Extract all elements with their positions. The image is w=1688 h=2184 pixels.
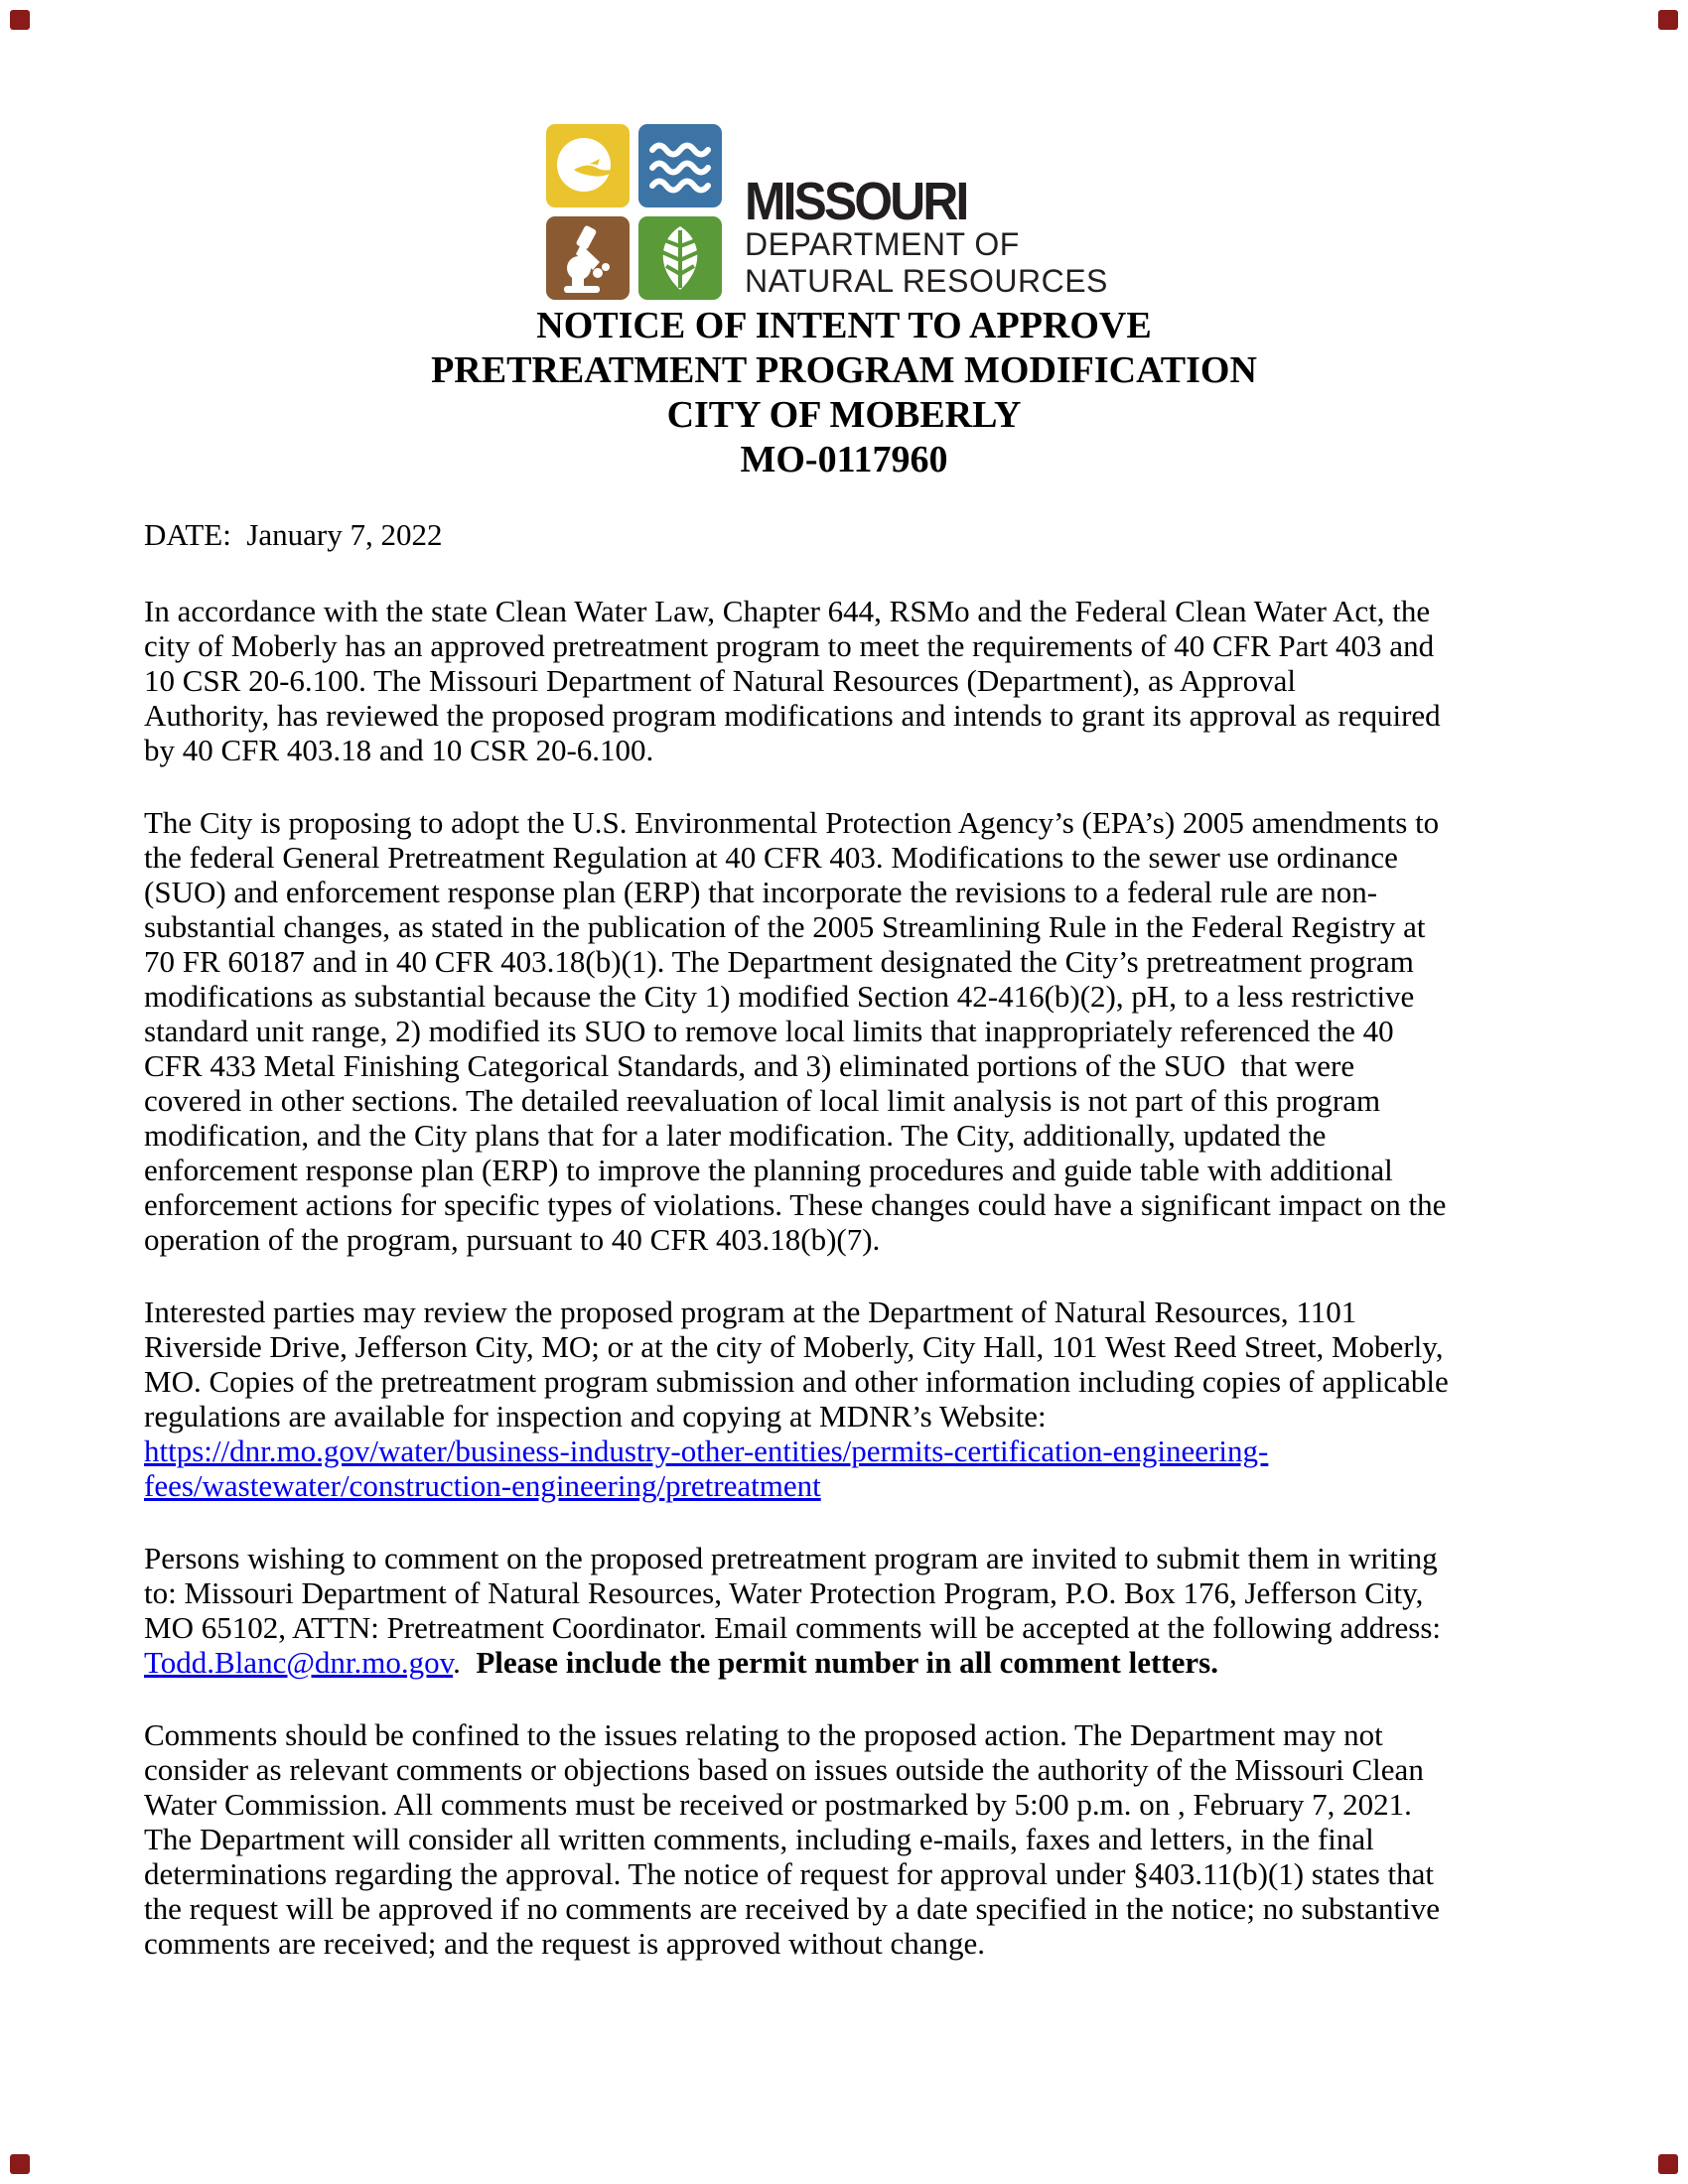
letter-body — [144, 594, 1614, 1998]
corner-marker-bottom-right — [1658, 2154, 1678, 2174]
text-run: enforcement actions for specific types of violations. These changes could have a significant impact on the — [144, 1187, 1447, 1222]
text-run: The Department will consider all written comments, including e-mails, faxes and letters, in the final — [144, 1822, 1374, 1856]
text-run: Persons wishing to comment on the proposed pretreatment program are invited to submit them in writing — [144, 1541, 1438, 1575]
text-line — [144, 1752, 1614, 1787]
website-link-line-2[interactable]: fees/wastewater/construction-engineering/pretreatment — [144, 1468, 821, 1503]
text-run: In accordance with the state Clean Water Law, Chapter 644, RSMo and the Federal Clean Water Act, the — [144, 594, 1431, 628]
text-line — [144, 1083, 1614, 1118]
paragraph — [144, 805, 1614, 1257]
text-run: Interested parties may review the proposed program at the Department of Natural Resources, 1101 — [144, 1295, 1357, 1329]
text-line — [144, 1926, 1614, 1961]
bold-text-run: Please include the permit number in all comment letters. — [476, 1645, 1218, 1680]
title-line-notice-of-intent: NOTICE OF INTENT TO APPROVE — [536, 305, 1152, 346]
text-line — [144, 1295, 1614, 1329]
text-run: 10 CSR 20-6.100. The Missouri Department of Natural Resources (Department), as Approval — [144, 663, 1296, 698]
text-run: Riverside Drive, Jefferson City, MO; or at the city of Moberly, City Hall, 101 West Reed Street, Moberly, — [144, 1329, 1444, 1364]
date-text: DATE: January 7, 2022 — [144, 517, 443, 552]
title-line-city: CITY OF MOBERLY — [666, 394, 1022, 436]
text-run: regulations are available for inspection and copying at MDNR’s Website: — [144, 1399, 1047, 1433]
text-run: MO 65102, ATTN: Pretreatment Coordinator. Email comments will be accepted at the following address: — [144, 1610, 1442, 1645]
text-line — [144, 944, 1614, 979]
text-line — [144, 1468, 1614, 1503]
text-line — [144, 663, 1614, 698]
text-line — [144, 909, 1614, 944]
text-run: modifications as substantial because the City 1) modified Section 42-416(b)(2), pH, to a less restrictive — [144, 979, 1415, 1014]
text-run: by 40 CFR 403.18 and 10 CSR 20-6.100. — [144, 733, 654, 767]
text-line — [144, 1822, 1614, 1856]
text-run: city of Moberly has an approved pretreatment program to meet the requirements of 40 CFR Part 403 and — [144, 628, 1435, 663]
text-run: comments are received; and the request is approved without change. — [144, 1926, 986, 1961]
text-line — [144, 1329, 1614, 1364]
logo-org-natural-resources: NATURAL RESOURCES — [745, 263, 1108, 299]
sun-bird-icon — [546, 124, 630, 207]
text-run: the federal General Pretreatment Regulation at 40 CFR 403. Modifications to the sewer use ordinance — [144, 840, 1398, 875]
text-run: operation of the program, pursuant to 40 CFR 403.18(b)(7). — [144, 1222, 881, 1257]
text-line — [144, 1891, 1614, 1926]
text-line — [144, 1364, 1614, 1399]
text-run: enforcement response plan (ERP) to improve the planning procedures and guide table with additional — [144, 1153, 1393, 1187]
text-line — [144, 840, 1614, 875]
text-line — [144, 733, 1614, 767]
text-line — [144, 1153, 1614, 1187]
leaf-icon — [638, 216, 722, 300]
text-run: MO. Copies of the pretreatment program submission and other information including copies of applicable — [144, 1364, 1449, 1399]
text-run: Comments should be confined to the issues relating to the proposed action. The Department may not — [144, 1717, 1383, 1752]
text-line — [144, 1187, 1614, 1222]
text-run: consider as relevant comments or objections based on issues outside the authority of the Missouri Clean — [144, 1752, 1424, 1787]
text-line — [144, 1717, 1614, 1752]
paragraph — [144, 594, 1614, 767]
text-line — [144, 1610, 1614, 1645]
text-run: (SUO) and enforcement response plan (ERP) that incorporate the revisions to a federal rule are non- — [144, 875, 1378, 909]
text-line — [144, 1541, 1614, 1575]
text-run: modification, and the City plans that for a later modification. The City, additionally, updated the — [144, 1118, 1327, 1153]
text-line — [144, 1433, 1614, 1468]
text-line — [144, 1787, 1614, 1822]
corner-marker-top-right — [1658, 10, 1678, 30]
text-line — [144, 1222, 1614, 1257]
paragraph — [144, 1541, 1614, 1680]
text-run: . — [453, 1645, 477, 1680]
text-run: CFR 433 Metal Finishing Categorical Standards, and 3) eliminated portions of the SUO that were — [144, 1048, 1355, 1083]
text-run: the request will be approved if no comments are received by a date specified in the notice; no substantive — [144, 1891, 1440, 1926]
text-line — [144, 698, 1614, 733]
title-line-permit-number: MO-0117960 — [740, 439, 948, 480]
text-line — [144, 1048, 1614, 1083]
mdnr-logo — [546, 124, 1108, 300]
email-link[interactable]: Todd.Blanc@dnr.mo.gov — [144, 1645, 454, 1680]
text-line — [144, 1399, 1614, 1433]
notice-title — [0, 304, 1688, 482]
text-line — [144, 1118, 1614, 1153]
corner-marker-top-left — [10, 10, 30, 30]
paragraph — [144, 1295, 1614, 1503]
title-line-program-modification: PRETREATMENT PROGRAM MODIFICATION — [431, 349, 1257, 391]
logo-text — [745, 124, 1108, 300]
text-run: determinations regarding the approval. The notice of request for approval under §403.11(b)(1) states that — [144, 1856, 1434, 1891]
paragraph — [144, 1717, 1614, 1961]
text-run: 70 FR 60187 and in 40 CFR 403.18(b)(1). The Department designated the City’s pretreatment program — [144, 944, 1414, 979]
logo-org-missouri: MISSOURI — [745, 172, 967, 231]
text-line — [144, 979, 1614, 1014]
logo-tiles — [546, 124, 722, 300]
text-run: Water Commission. All comments must be received or postmarked by 5:00 p.m. on , February 7, 2021. — [144, 1787, 1412, 1822]
water-waves-icon — [638, 124, 722, 207]
text-line — [144, 1856, 1614, 1891]
corner-marker-bottom-left — [10, 2154, 30, 2174]
text-run: substantial changes, as stated in the publication of the 2005 Streamlining Rule in the Federal Registry at — [144, 909, 1426, 944]
text-run: Authority, has reviewed the proposed program modifications and intends to grant its approval as required — [144, 698, 1441, 733]
text-run: covered in other sections. The detailed reevaluation of local limit analysis is not part of this program — [144, 1083, 1381, 1118]
logo-org-department-of: DEPARTMENT OF — [745, 226, 1020, 262]
text-run: The City is proposing to adopt the U.S. Environmental Protection Agency’s (EPA’s) 2005 amendments to — [144, 805, 1440, 840]
text-line — [144, 1014, 1614, 1048]
microscope-icon — [546, 216, 630, 300]
text-line — [144, 1645, 1614, 1680]
text-line — [144, 594, 1614, 628]
text-line — [144, 1575, 1614, 1610]
text-run: standard unit range, 2) modified its SUO to remove local limits that inappropriately referenced the 40 — [144, 1014, 1394, 1048]
text-line — [144, 628, 1614, 663]
website-link-line-1[interactable]: https://dnr.mo.gov/water/business-industry-other-entities/permits-certification-engineering- — [144, 1433, 1269, 1468]
text-line — [144, 805, 1614, 840]
text-run: to: Missouri Department of Natural Resources, Water Protection Program, P.O. Box 176, Jefferson City, — [144, 1575, 1424, 1610]
text-line — [144, 875, 1614, 909]
